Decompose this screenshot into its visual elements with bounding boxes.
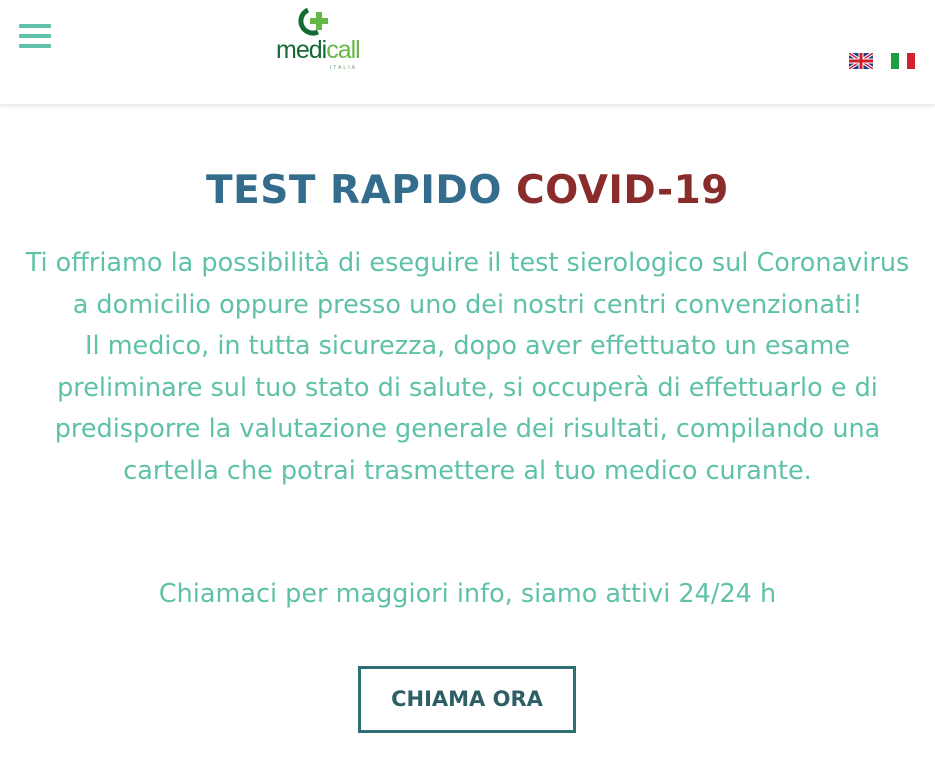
call-info-text: Chiamaci per maggiori info, siamo attivi 24/24 h [158,579,777,609]
logo-subtext: ITALIA [330,65,357,71]
page-title [0,168,935,213]
medicall-logo[interactable] [270,6,382,70]
main-content [0,104,935,768]
description-paragraph-2: Il medico, in tutta sicurezza, dopo aver effettuato un esame preliminare sul tuo stato di salute, si occuperà di effettuarlo e di predisporre la valutazione generale dei risultati, compilando una cartella che potrai trasmettere al tuo medico curante. [54,331,881,486]
title-test-rapido: TEST RAPIDO [206,168,502,213]
hamburger-menu-icon[interactable] [19,24,53,50]
description-paragraph-1: Ti offriamo la possibilità di eseguire il test sierologico sul Coronavirus a domicilio oppure presso uno dei nostri centri convenzionati! [25,248,910,320]
logo-text-medi: medi [276,36,327,64]
italy-flag-icon[interactable] [891,53,915,69]
call-now-button[interactable]: CHIAMA ORA [358,666,576,733]
title-covid: COVID-19 [515,168,729,213]
logo-wordmark [276,36,360,65]
description [25,243,910,492]
logo-text-call: call [326,36,360,64]
site-header [0,0,935,105]
uk-flag-icon[interactable] [849,53,873,69]
